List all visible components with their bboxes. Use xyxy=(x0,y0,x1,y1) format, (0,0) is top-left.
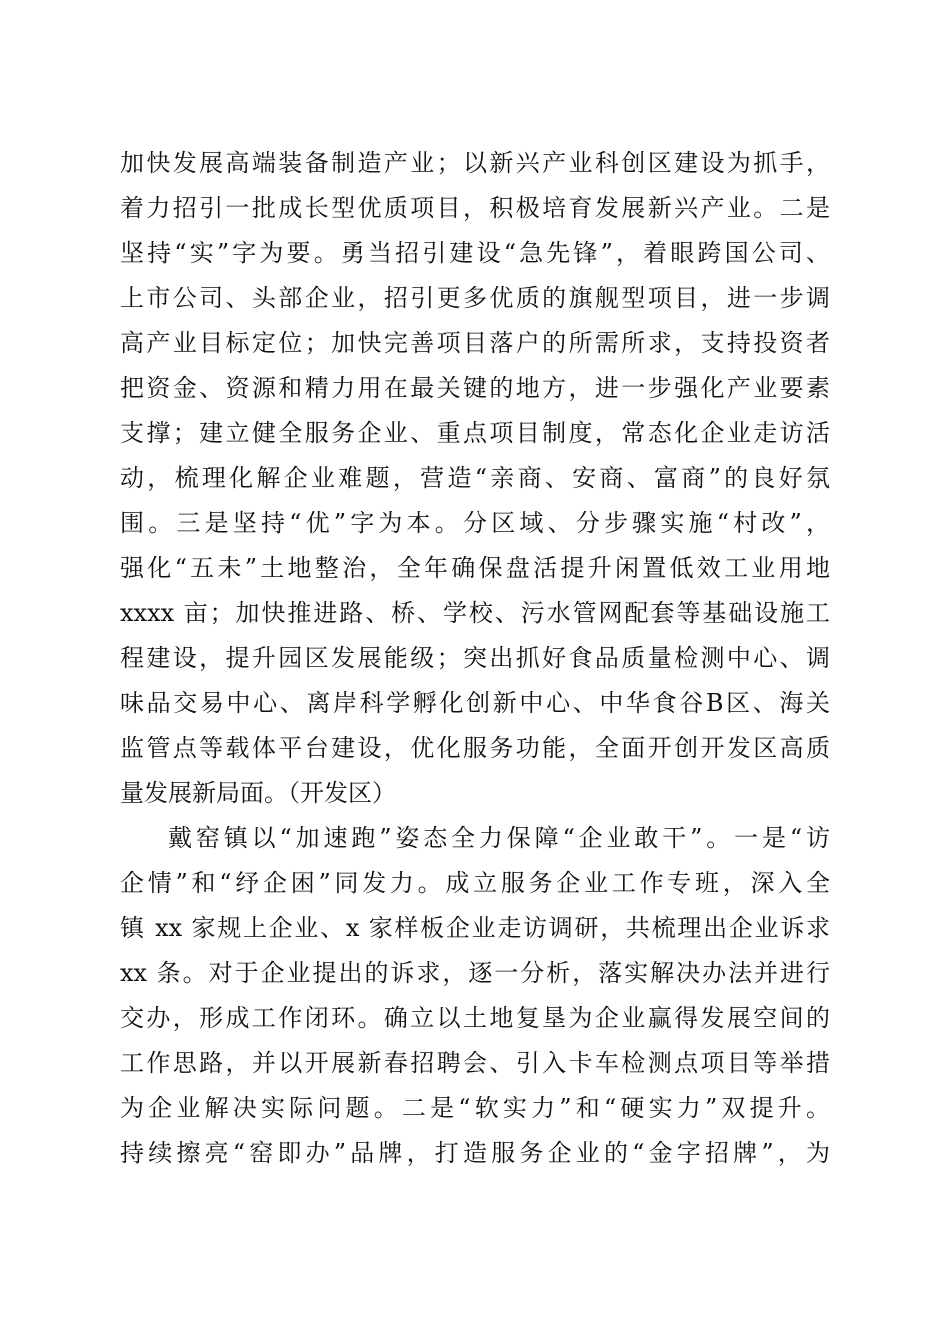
text-line: 为企业解决实际问题。二是“软实力”和“硬实力”双提升。 xyxy=(120,1094,830,1122)
text-line: 监管点等载体平台建设，优化服务功能，全面开创开发区高质 xyxy=(120,734,830,762)
text-line: xxxx 亩；加快推进路、桥、学校、污水管网配套等基础设施工 xyxy=(120,599,830,627)
text-line: xx 条。对于企业提出的诉求，逐一分析，落实解决办法并进行 xyxy=(120,959,830,987)
text-line: 戴窑镇以“加速跑”姿态全力保障“企业敢干”。一是“访 xyxy=(168,824,830,852)
text-line: 味品交易中心、离岸科学孵化创新中心、中华食谷B区、海关 xyxy=(120,689,830,717)
text-line: 坚持“实”字为要。勇当招引建设“急先锋”，着眼跨国公司、 xyxy=(120,239,830,267)
text-line: 工作思路，并以开展新春招聘会、引入卡车检测点项目等举措 xyxy=(120,1049,830,1077)
text-line: 交办，形成工作闭环。确立以土地复垦为企业赢得发展空间的 xyxy=(120,1004,830,1032)
text-line: 程建设，提升园区发展能级；突出抓好食品质量检测中心、调 xyxy=(120,644,830,672)
text-line: 动，梳理化解企业难题，营造“亲商、安商、富商”的良好氛 xyxy=(120,464,830,492)
text-line: 强化“五未”土地整治，全年确保盘活提升闲置低效工业用地 xyxy=(120,554,830,582)
text-line: 支撑；建立健全服务企业、重点项目制度，常态化企业走访活 xyxy=(120,419,830,447)
text-line: 持续擦亮“窑即办”品牌，打造服务企业的“金字招牌”，为 xyxy=(120,1139,830,1167)
text-line: 着力招引一批成长型优质项目，积极培育发展新兴产业。二是 xyxy=(120,194,830,222)
text-line: 镇 xx 家规上企业、x 家样板企业走访调研，共梳理出企业诉求 xyxy=(120,914,830,942)
text-line: 企情”和“纾企困”同发力。成立服务企业工作专班，深入全 xyxy=(120,869,830,897)
text-line: 高产业目标定位；加快完善项目落户的所需所求，支持投资者 xyxy=(120,329,830,357)
text-line: 量发展新局面。（开发区） xyxy=(120,779,396,807)
text-line: 围。三是坚持“优”字为本。分区域、分步骤实施“村改”， xyxy=(120,509,830,537)
text-line: 上市公司、头部企业，招引更多优质的旗舰型项目，进一步调 xyxy=(120,284,830,312)
text-line: 加快发展高端装备制造产业；以新兴产业科创区建设为抓手， xyxy=(120,149,830,177)
text-line: 把资金、资源和精力用在最关键的地方，进一步强化产业要素 xyxy=(120,374,830,402)
